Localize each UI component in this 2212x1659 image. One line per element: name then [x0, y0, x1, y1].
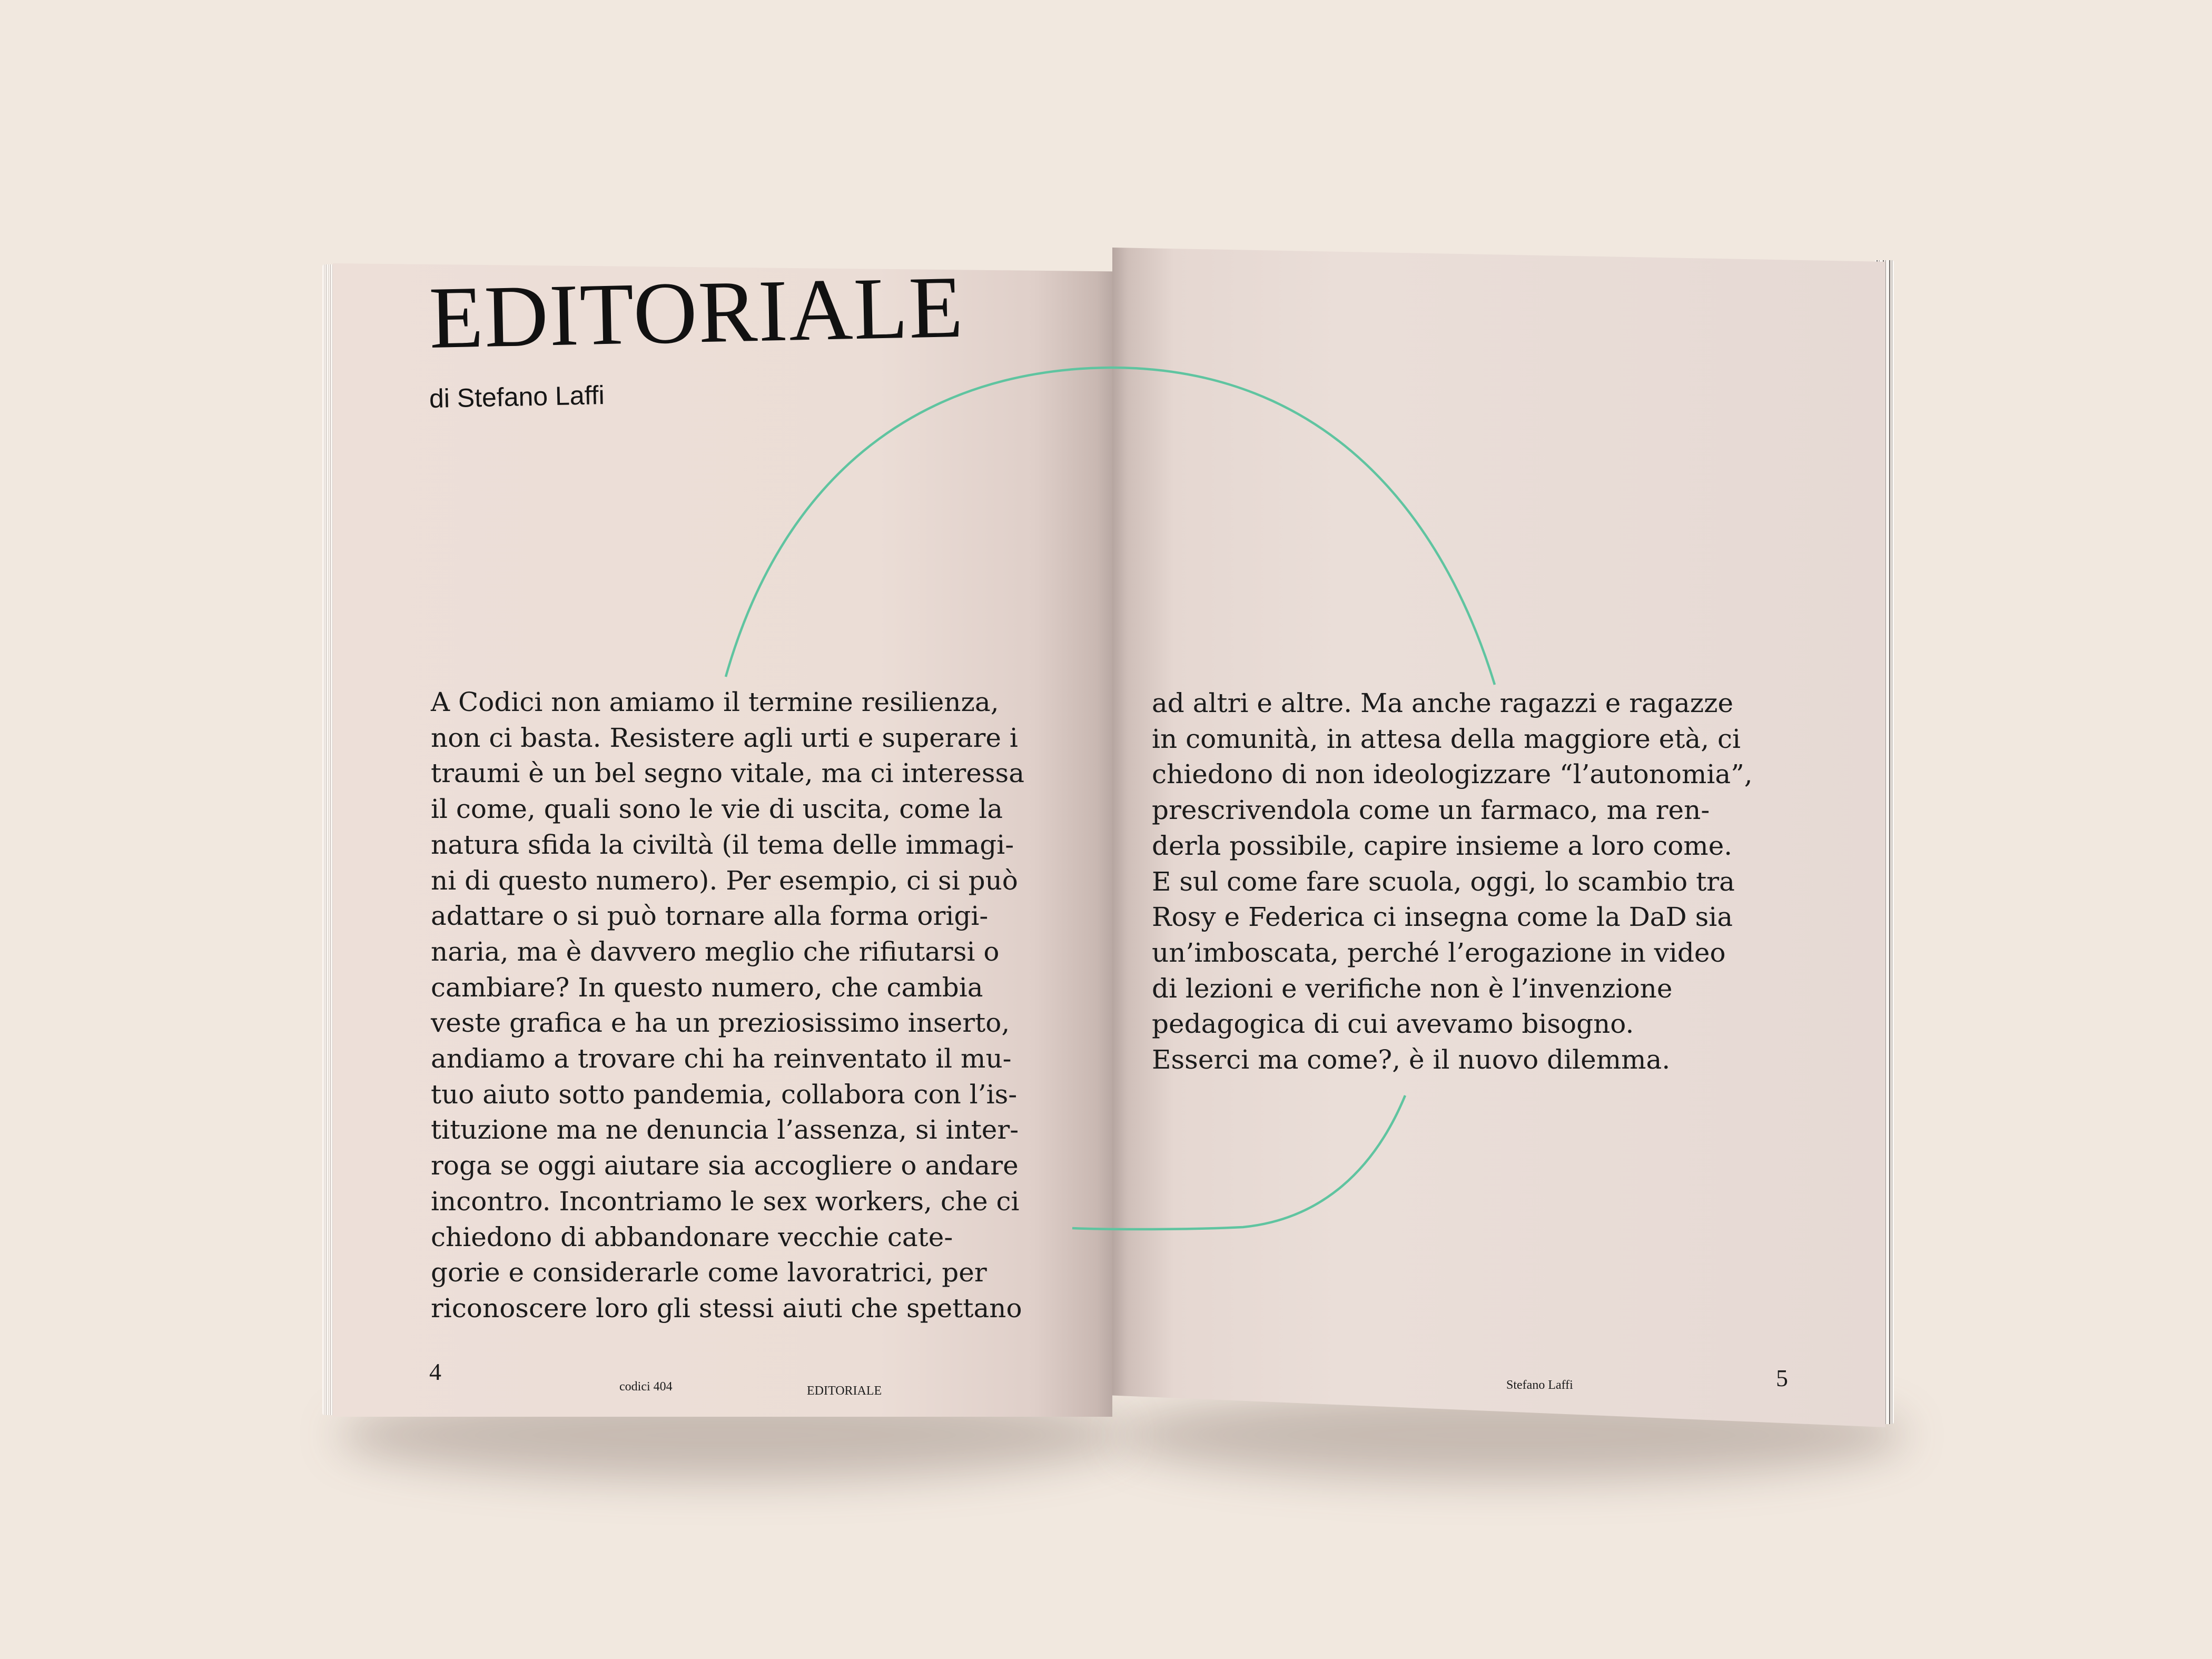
- body-line: incontro. Incontriamo le sex workers, che ci: [431, 1186, 1020, 1217]
- article-byline: di Stefano Laffi: [429, 380, 605, 413]
- body-line: tituzione ma ne denuncia l’assenza, si inter-: [431, 1114, 1019, 1146]
- body-line: veste grafica e ha un preziosissimo inserto,: [431, 1008, 1010, 1039]
- body-line: non ci basta. Resistere agli urti e superare i: [431, 722, 1018, 753]
- body-line: ad altri e altre. Ma anche ragazzi e ragazze: [1152, 688, 1734, 718]
- body-line: prescrivendola come un farmaco, ma ren-: [1152, 795, 1710, 826]
- body-line: gorie e considerarle come lavoratrici, per: [431, 1257, 987, 1288]
- body-line: roga se oggi aiutare sia accogliere o andare: [431, 1150, 1019, 1181]
- arc-top: [726, 368, 1495, 685]
- body-line: derla possibile, capire insieme a loro come.: [1152, 830, 1733, 861]
- arc-bottom: [1072, 1095, 1405, 1229]
- body-line: andiamo a trovare chi ha reinventato il mu-: [431, 1043, 1012, 1074]
- footer-author: Stefano Laffi: [1506, 1378, 1573, 1392]
- body-line: naria, ma è davvero meglio che rifiutarsi o: [431, 936, 1000, 967]
- body-line: ni di questo numero). Per esempio, ci si può: [431, 865, 1018, 896]
- footer-issue: codici 404: [619, 1380, 673, 1394]
- body-line: A Codici non amiamo il termine resilienza,: [431, 687, 999, 717]
- body-line: cambiare? In questo numero, che cambia: [431, 972, 983, 1003]
- body-line: tuo aiuto sotto pandemia, collabora con l’is-: [431, 1079, 1018, 1110]
- body-line: adattare o si può tornare alla forma origi-: [431, 901, 989, 932]
- left-page-number: 4: [429, 1358, 441, 1385]
- body-line: chiedono di abbandonare vecchie cate-: [431, 1221, 953, 1252]
- body-line: chiedono di non ideologizzare “l’autonomia”,: [1152, 759, 1753, 790]
- left-body-text: [431, 685, 1073, 1327]
- right-body-text: [1152, 686, 1794, 1078]
- body-line: Esserci ma come?, è il nuovo dilemma.: [1152, 1044, 1671, 1075]
- body-line: traumi è un bel segno vitale, ma ci interessa: [431, 758, 1025, 789]
- body-line: natura sfida la civiltà (il tema delle immagi-: [431, 829, 1014, 860]
- body-line: un’imboscata, perché l’erogazione in video: [1152, 937, 1726, 968]
- body-line: riconoscere loro gli stessi aiuti che spettano: [431, 1292, 1022, 1324]
- body-line: il come, quali sono le vie di uscita, come la: [431, 794, 1003, 825]
- body-line: di lezioni e verifiche non è l’invenzione: [1152, 973, 1673, 1004]
- body-line: in comunità, in attesa della maggiore età, ci: [1152, 723, 1741, 754]
- body-line: Rosy e Federica ci insegna come la DaD sia: [1152, 902, 1733, 933]
- right-page-number: 5: [1776, 1365, 1788, 1391]
- article-title: EDITORIALE: [428, 258, 965, 367]
- footer-section: EDITORIALE: [807, 1384, 882, 1398]
- body-line: E sul come fare scuola, oggi, lo scambio tra: [1152, 866, 1735, 897]
- body-line: pedagogica di cui avevamo bisogno.: [1152, 1009, 1634, 1040]
